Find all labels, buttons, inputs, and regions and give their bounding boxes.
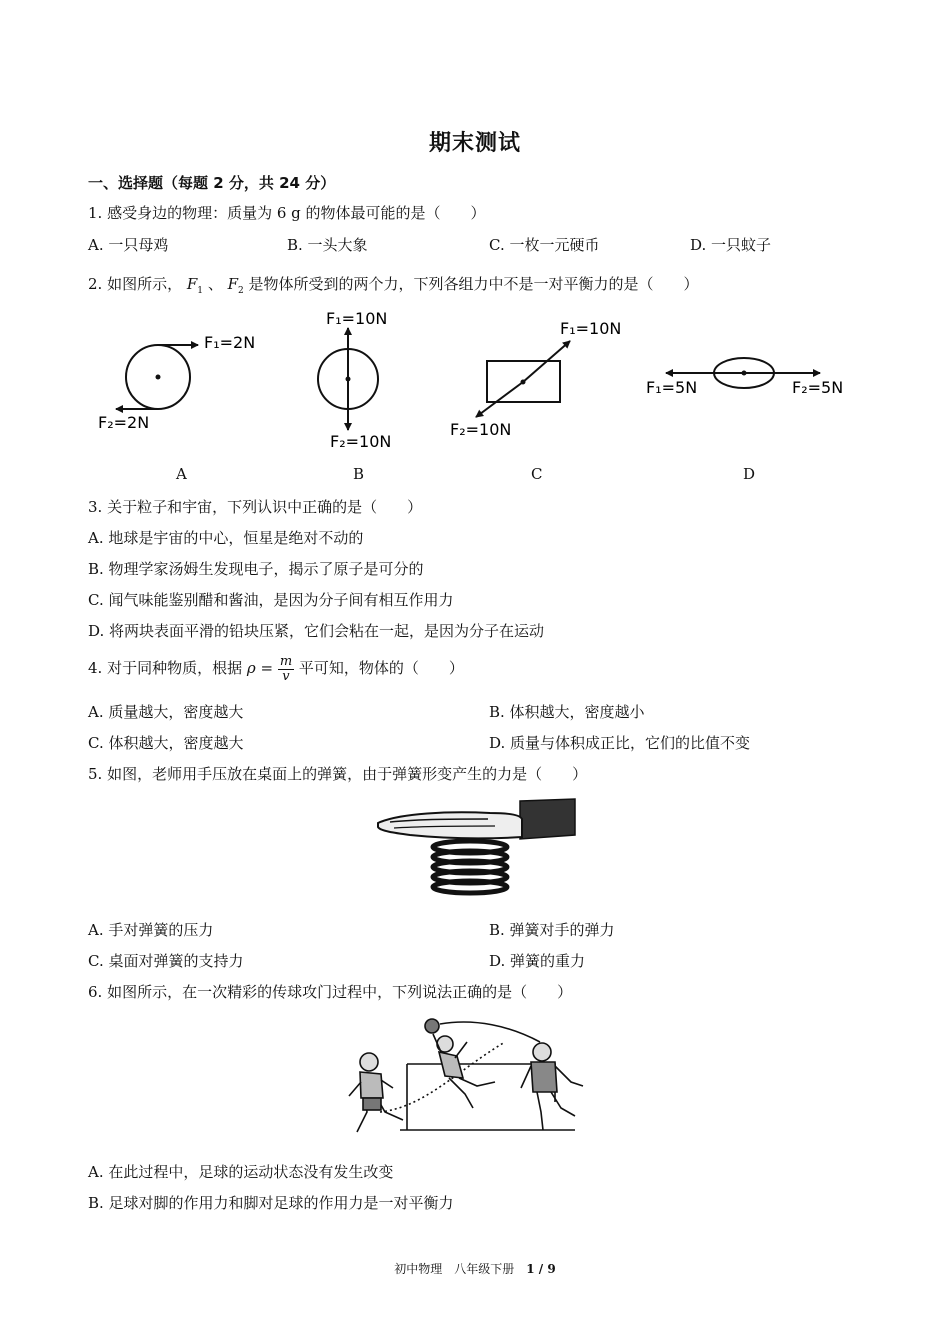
q4-formula-fraction [278, 655, 294, 684]
q4-option-a: A. 质量越大，密度越大 [88, 703, 244, 721]
figure-c-f2-arrow [476, 382, 523, 417]
q3-option-b: B. 物理学家汤姆生发现电子，揭示了原子是可分的 [88, 560, 424, 578]
figure-a-center-dot [156, 375, 161, 380]
figure-c-caption: C [531, 465, 543, 483]
question-5-stem: 5. 如图，老师用手压放在桌面上的弹簧，由于弹簧形变产生的力是（ ） [88, 765, 588, 783]
figure-b-f1-label: F₁=10N [326, 309, 388, 328]
q3-option-d: D. 将两块表面平滑的铅块压紧，它们会粘在一起，是因为分子在运动 [88, 622, 545, 640]
q1-option-b: B. 一头大象 [287, 236, 368, 254]
figure-b-caption: B [353, 465, 365, 483]
figure-b-f2-label: F₂=10N [330, 432, 392, 451]
figure-a-f1-label: F₁=2N [204, 333, 256, 352]
q4-stem-suffix: 平可知，物体的（ ） [298, 659, 464, 677]
q2-f2-symbol: F [227, 275, 239, 293]
page-number: 1 / 9 [526, 1262, 556, 1276]
q1-option-d: D. 一只蚊子 [690, 236, 772, 254]
q4-formula-lhs: ρ = [246, 659, 274, 677]
q1-option-c: C. 一枚一元硬币 [489, 236, 600, 254]
q4-option-c: C. 体积越大，密度越大 [88, 734, 244, 752]
q4-stem-prefix: 4. 对于同种物质，根据 [88, 659, 243, 677]
question-3-stem: 3. 关于粒子和宇宙，下列认识中正确的是（ ） [88, 498, 423, 516]
q2-stem-prefix: 2. 如图所示， [88, 275, 183, 293]
figure-d [646, 358, 843, 397]
section-heading: 一、选择题（每题 2 分，共 24 分） [88, 174, 336, 192]
q5-option-d: D. 弹簧的重力 [489, 952, 586, 970]
q2-f1-symbol: F [186, 275, 198, 293]
hand-on-spring-illustration [370, 795, 580, 905]
q6-option-a: A. 在此过程中，足球的运动状态没有发生改变 [88, 1163, 394, 1181]
q4-option-d: D. 质量与体积成正比，它们的比值不变 [489, 734, 751, 752]
q4-option-b: B. 体积越大，密度越小 [489, 703, 645, 721]
figure-a-f2-label: F₂=2N [98, 413, 150, 432]
figure-c-f1-label: F₁=10N [560, 319, 622, 338]
question-4-stem [88, 650, 464, 686]
figure-b [318, 309, 391, 451]
question-2-stem [88, 273, 699, 296]
q2-force-diagrams [80, 300, 880, 460]
figure-d-caption: D [743, 465, 756, 483]
question-6-stem: 6. 如图所示，在一次精彩的传球攻门过程中，下列说法正确的是（ ） [88, 983, 573, 1001]
q2-stem-suffix: 是物体所受到的两个力，下列各组力中不是一对平衡力的是（ ） [248, 275, 699, 293]
q6-option-b: B. 足球对脚的作用力和脚对足球的作用力是一对平衡力 [88, 1194, 454, 1212]
q5-option-c: C. 桌面对弹簧的支持力 [88, 952, 244, 970]
question-1-stem: 1. 感受身边的物理：质量为 6 g 的物体最可能的是（ ） [88, 204, 486, 222]
q3-option-c: C. 闻气味能鉴别醋和酱油，是因为分子间有相互作用力 [88, 591, 454, 609]
figure-c [450, 319, 621, 439]
figure-a-caption: A [176, 465, 187, 483]
figure-a [98, 333, 255, 432]
q5-option-b: B. 弹簧对手的弹力 [489, 921, 615, 939]
q3-option-a: A. 地球是宇宙的中心，恒星是绝对不动的 [88, 529, 364, 547]
figure-d-f1-label: F₁=5N [646, 378, 698, 397]
page-footer [0, 1260, 950, 1277]
q2-f2-subscript: 2 [238, 286, 244, 296]
soccer-pass-illustration [345, 1012, 610, 1147]
q1-option-a: A. 一只母鸡 [88, 236, 169, 254]
q2-f1-subscript: 1 [197, 286, 204, 296]
figure-c-f2-label: F₂=10N [450, 420, 512, 439]
q4-formula-denominator: v [282, 668, 290, 684]
q4-formula-numerator: m [279, 653, 293, 669]
q2-separator: 、 [207, 275, 223, 293]
figure-d-f2-label: F₂=5N [792, 378, 844, 397]
page-title: 期末测试 [428, 131, 521, 156]
q5-option-a: A. 手对弹簧的压力 [88, 921, 214, 939]
footer-text: 初中物理 八年级下册 [394, 1262, 527, 1276]
